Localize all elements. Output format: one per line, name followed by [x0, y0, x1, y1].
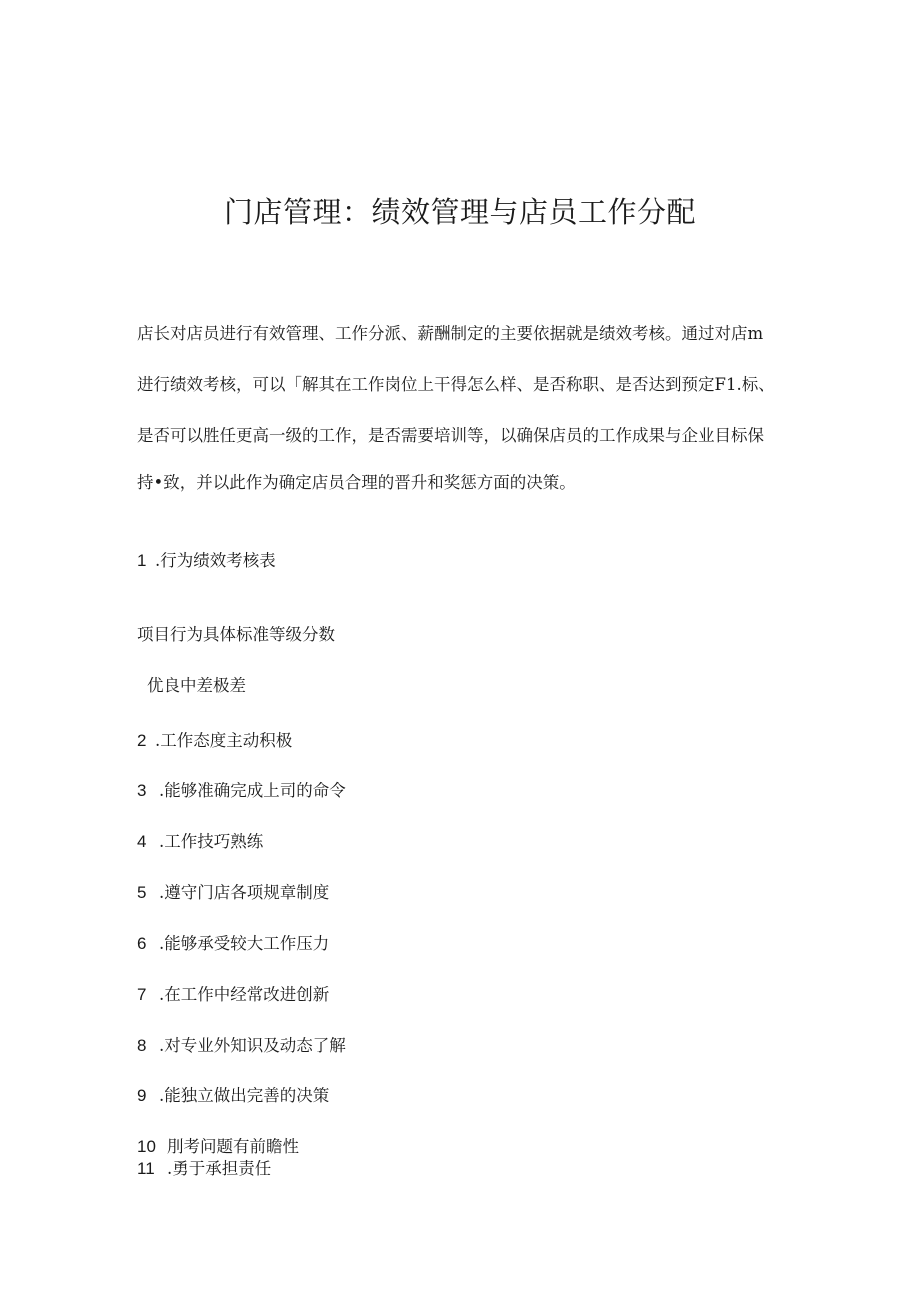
list-item: [137, 831, 263, 853]
item-number: 3: [137, 781, 147, 800]
item-number: 6: [137, 934, 147, 953]
item-number: 7: [137, 985, 147, 1004]
intro-line-1: 店长对店员进行有效管理、工作分派、薪酬制定的主要依据就是绩效考核。通过对店m: [137, 324, 764, 343]
item-text: .在工作中经常改进创新: [159, 985, 330, 1004]
section-number: 1: [137, 551, 147, 570]
item-number: 8: [137, 1036, 147, 1055]
intro-line-3: 是否可以胜任更高一级的工作，是否需要培训等，以确保店员的工作成果与企业目标保: [137, 426, 764, 445]
item-number: 11: [137, 1159, 155, 1178]
list-item: [137, 882, 329, 904]
section-heading: [137, 550, 276, 572]
list-item: [137, 730, 292, 752]
item-number: 4: [137, 832, 147, 851]
item-text: 刖考问题有前瞻性: [167, 1137, 299, 1156]
list-item: [137, 933, 329, 955]
item-text: .工作态度主动积极: [155, 731, 293, 750]
item-text: .能够准确完成上司的命令: [159, 781, 346, 800]
item-text: .能独立做出完善的决策: [159, 1086, 330, 1105]
list-item: [137, 1136, 299, 1158]
item-text: .对专业外知识及动态了解: [159, 1036, 346, 1055]
list-item: [137, 1085, 329, 1107]
item-text: .勇于承担责任: [167, 1159, 272, 1178]
list-item: [137, 780, 346, 802]
table-header: 项目行为具体标准等级分数: [137, 625, 335, 644]
item-number: 10: [137, 1137, 156, 1156]
grade-row: 优良中差极差: [147, 676, 246, 695]
item-text: .能够承受较大工作压力: [159, 934, 330, 953]
intro-line-2: 进行绩效考核，可以「解其在工作岗位上干得怎么样、是否称职、是否达到预定F1.标、: [137, 375, 775, 394]
list-item: [137, 1158, 271, 1180]
item-number: 9: [137, 1086, 147, 1105]
item-number: 2: [137, 731, 147, 750]
section-heading-text: .行为绩效考核表: [155, 551, 276, 570]
list-item: [137, 984, 329, 1006]
intro-line-4: 持•致，并以此作为确定店员合理的晋升和奖惩方面的决策。: [137, 473, 576, 492]
item-text: .工作技巧熟练: [159, 832, 264, 851]
item-text: .遵守门店各项规章制度: [159, 883, 330, 902]
list-item: [137, 1035, 346, 1057]
document-title: 门店管理：绩效管理与店员工作分配: [223, 195, 696, 229]
item-number: 5: [137, 883, 147, 902]
